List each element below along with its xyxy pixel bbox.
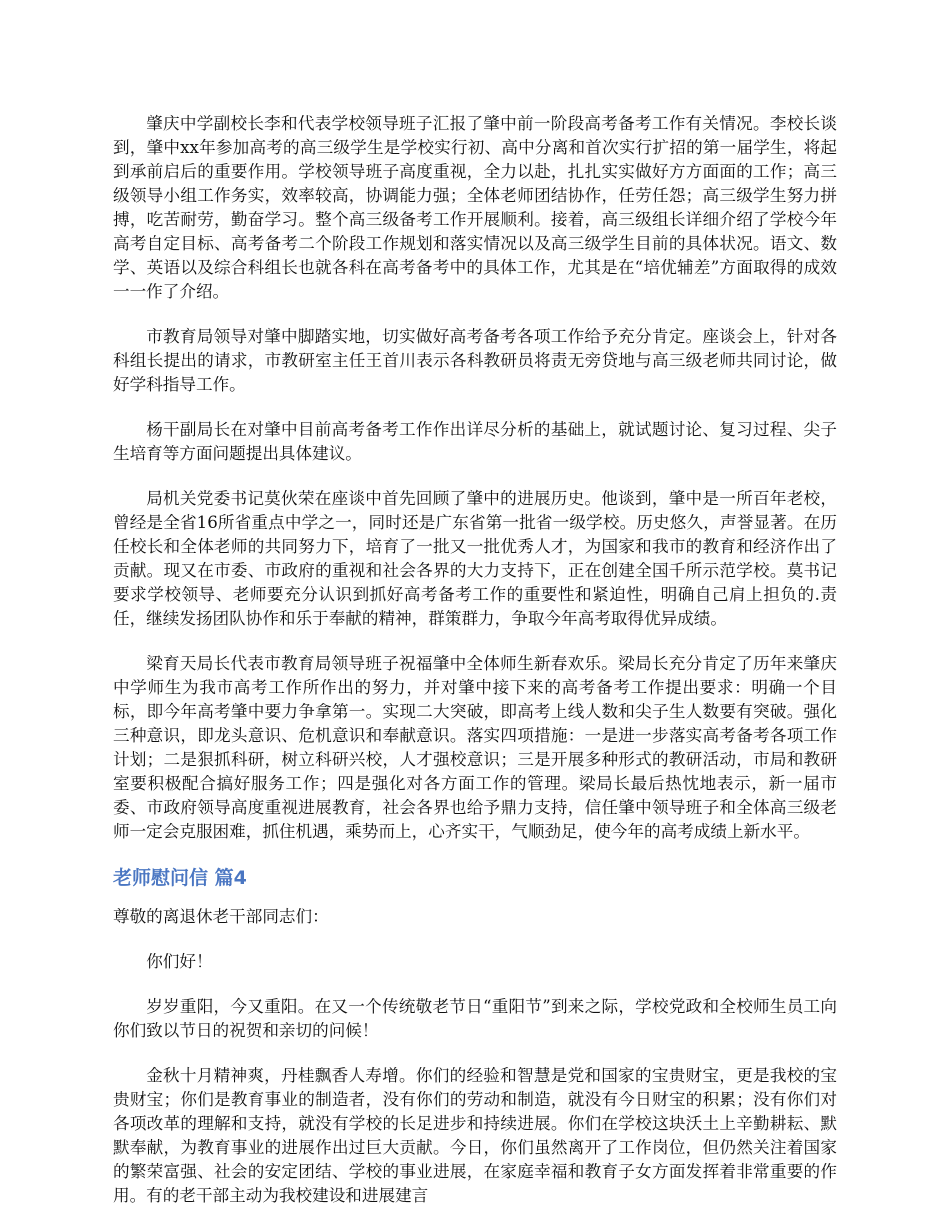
letter-greeting: 你们好！ (146, 952, 213, 971)
section-heading: 老师慰问信 篇4 (113, 867, 247, 889)
body-paragraph: 杨干副局长在对肇中目前高考备考工作作出详尽分析的基础上，就试题讨论、复习过程、尖子生培育等方面问题提出具体建议。 (113, 420, 837, 463)
document-body (113, 112, 837, 1229)
body-paragraph: 肇庆中学副校长李和代表学校领导班子汇报了肇中前一阶段高考备考工作有关情况。李校长谈到，肇中xx年参加高考的高三级学生是学校实行初、高中分离和首次实行扩招的第一届学生，将起到承前启后的重要作用。学校领导班子高度重视，全力以赴，扎扎实实做好方方面面的工作；高三级领导小组工作务实，效率较高，协调能力强；全体老师团结协作，任劳任怨；高三级学生努力拼搏，吃苦耐劳，勤奋学习。整个高三级备考工作开展顺利。接着，高三级组长详细介绍了学校今年高考自定目标、高考备考二个阶段工作规划和落实情况以及高三级学生目前的具体状况。语文、数学、英语以及综合科组长也就各科在高考备考中的具体工作，尤其是在“培优辅差”方面取得的成效一一作了介绍。 (113, 114, 837, 301)
body-paragraph: 梁育天局长代表市教育局领导班子祝福肇中全体师生新春欢乐。梁局长充分肯定了历年来肇庆中学师生为我市高考工作所作出的努力，并对肇中接下来的高考备考工作提出要求：明确一个目标，即今年高考肇中要力争拿第一。实现二大突破，即高考上线人数和尖子生人数要有突破。强化三种意识，即龙头意识、危机意识和奉献意识。落实四项措施：一是进一步落实高考备考各项工作计划；二是狠抓科研，树立科研兴校，人才强校意识；三是开展多种形式的教研活动，市局和教研室要积极配合搞好服务工作；四是强化对各方面工作的管理。梁局长最后热忱地表示，新一届市委、市政府领导高度重视进展教育，社会各界也给予鼎力支持，信任肇中领导班子和全体高三级老师一定会克服困难，抓住机遇，乘势而上，心齐实干，气顺劲足，使今年的高考成绩上新水平。 (113, 654, 837, 841)
body-paragraph: 市教育局领导对肇中脚踏实地，切实做好高考备考各项工作给予充分肯定。座谈会上，针对各科组长提出的请求，市教研室主任王首川表示各科教研员将责无旁贷地与高三级老师共同讨论，做好学科指导工作。 (113, 327, 837, 394)
letter-paragraph: 金秋十月精神爽，丹桂飘香人寿增。你们的经验和智慧是党和国家的宝贵财宝，更是我校的宝贵财宝；你们是教育事业的制造者，没有你们的劳动和制造，就没有今日财宝的积累；没有你们对各项改革的理解和支持，就没有学校的长足进步和持续进展。你们在学校这块沃土上辛勤耕耘、默默奉献，为教育事业的进展作出过巨大贡献。今日，你们虽然离开了工作岗位，但仍然关注着国家的繁荣富强、社会的安定团结、学校的事业进展，在家庭幸福和教育子女方面发挥着非常重要的作用。有的老干部主动为我校建设和进展建言 (113, 1066, 837, 1205)
body-paragraph: 局机关党委书记莫伙荣在座谈中首先回顾了肇中的进展历史。他谈到，肇中是一所百年老校，曾经是全省16所省重点中学之一，同时还是广东省第一批省一级学校。历史悠久，声誉显著。在历任校长和全体老师的共同努力下，培育了一批又一批优秀人才，为国家和我市的教育和经济作出了贡献。现又在市委、市政府的重视和社会各界的大力支持下，正在创建全国千所示范学校。莫书记要求学校领导、老师要充分认识到抓好高考备考工作的重要性和紧迫性，明确自己肩上担负的.责任，继续发扬团队协作和乐于奉献的精神，群策群力，争取今年高考取得优异成绩。 (113, 489, 837, 628)
letter-salutation: 尊敬的离退休老干部同志们： (113, 907, 329, 926)
letter-paragraph: 岁岁重阳，今又重阳。在又一个传统敬老节日“重阳节”到来之际，学校党政和全校师生员工向你们致以节日的祝贺和亲切的问候！ (113, 997, 837, 1040)
